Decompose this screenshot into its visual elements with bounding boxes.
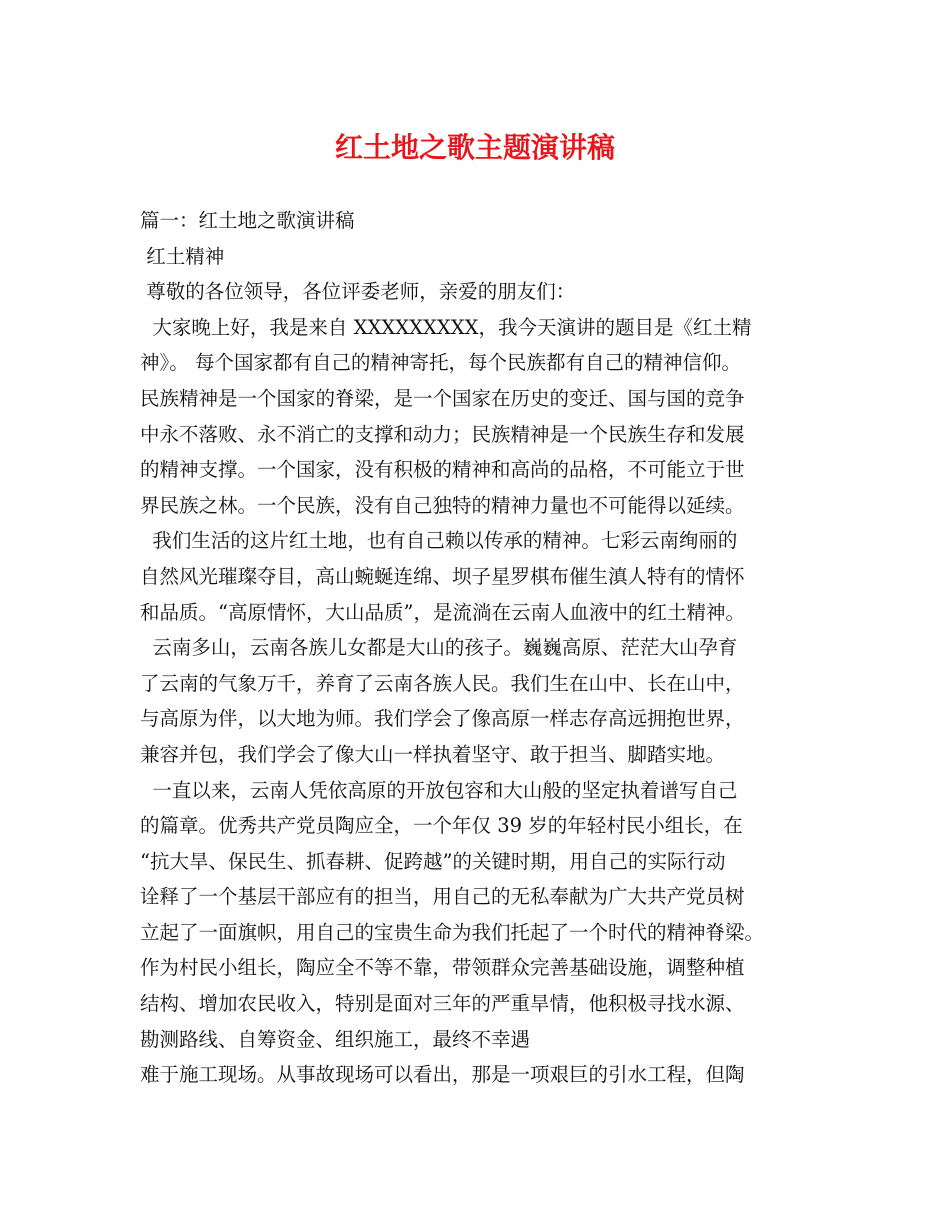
text-line: 界民族之林。一个民族，没有自己独特的精神力量也不可能得以延续。 [140,493,745,517]
text-line: 诠释了一个基层干部应有的担当，用自己的无私奉献为广大共产党员树 [140,885,745,909]
text-line: “抗大旱、保民生、抓春耕、促跨越”的关键时期，用自己的实际行动 [140,849,726,873]
text-line: 一直以来，云南人凭依高原的开放包容和大山般的坚定执着谱写自己 [140,778,738,802]
text-line: 立起了一面旗帜，用自己的宝贵生命为我们托起了一个时代的精神脊梁。 [140,920,765,944]
text-line: 民族精神是一个国家的脊梁，是一个国家在历史的变迁、国与国的竞争 [140,386,745,410]
text-line: 篇一：红土地之歌演讲稿 [140,209,355,232]
text-line: 中永不落败、永不消亡的支撑和动力；民族精神是一个民族生存和发展 [140,422,745,446]
text-line: 与高原为伴，以大地为师。我们学会了像高原一样志存高远拥抱世界， [140,707,745,731]
document-title: 红土地之歌主题演讲稿 [334,131,615,164]
text-line: 难于施工现场。从事故现场可以看出，那是一项艰巨的引水工程，但陶 [140,1063,745,1087]
text-line: 作为村民小组长，陶应全不等不靠，带领群众完善基础设施，调整种植 [140,956,745,980]
document-body [140,203,840,1093]
text-line: 我们生活的这片红土地，也有自己赖以传承的精神。七彩云南绚丽的 [140,529,738,553]
text-line: 结构、增加农民收入，特别是面对三年的严重旱情，他积极寻找水源、 [140,992,745,1016]
text-line: 和品质。“高原情怀，大山品质”，是流淌在云南人血液中的红土精神。 [140,600,745,624]
text-line: 兼容并包，我们学会了像大山一样执着坚守、敢于担当、脚踏实地。 [140,742,726,766]
text-line: 的篇章。优秀共产党员陶应全，一个年仅 39 岁的年轻村民小组长，在 [140,814,743,838]
text-line: 大家晚上好，我是来自 XXXXXXXXX，我今天演讲的题目是《红土精 [140,315,752,339]
text-line: 尊敬的各位领导，各位评委老师，亲爱的朋友们： [140,280,576,304]
text-line: 神》。 每个国家都有自己的精神寄托，每个民族都有自己的精神信仰。 [140,351,741,375]
text-line: 云南多山，云南各族儿女都是大山的孩子。巍巍高原、茫茫大山孕育 [140,636,738,660]
text-line: 了云南的气象万千，养育了云南各族人民。我们生在山中、长在山中， [140,671,745,695]
text-line: 勘测路线、自筹资金、组织施工，最终不幸遇 [140,1027,531,1051]
text-line: 自然风光璀璨夺目，高山蜿蜒连绵、坝子星罗棋布催生滇人特有的情怀 [140,564,745,588]
text-line: 的精神支撑。一个国家，没有积极的精神和高尚的品格，不可能立于世 [140,458,745,482]
text-line: 红土精神 [140,244,225,268]
